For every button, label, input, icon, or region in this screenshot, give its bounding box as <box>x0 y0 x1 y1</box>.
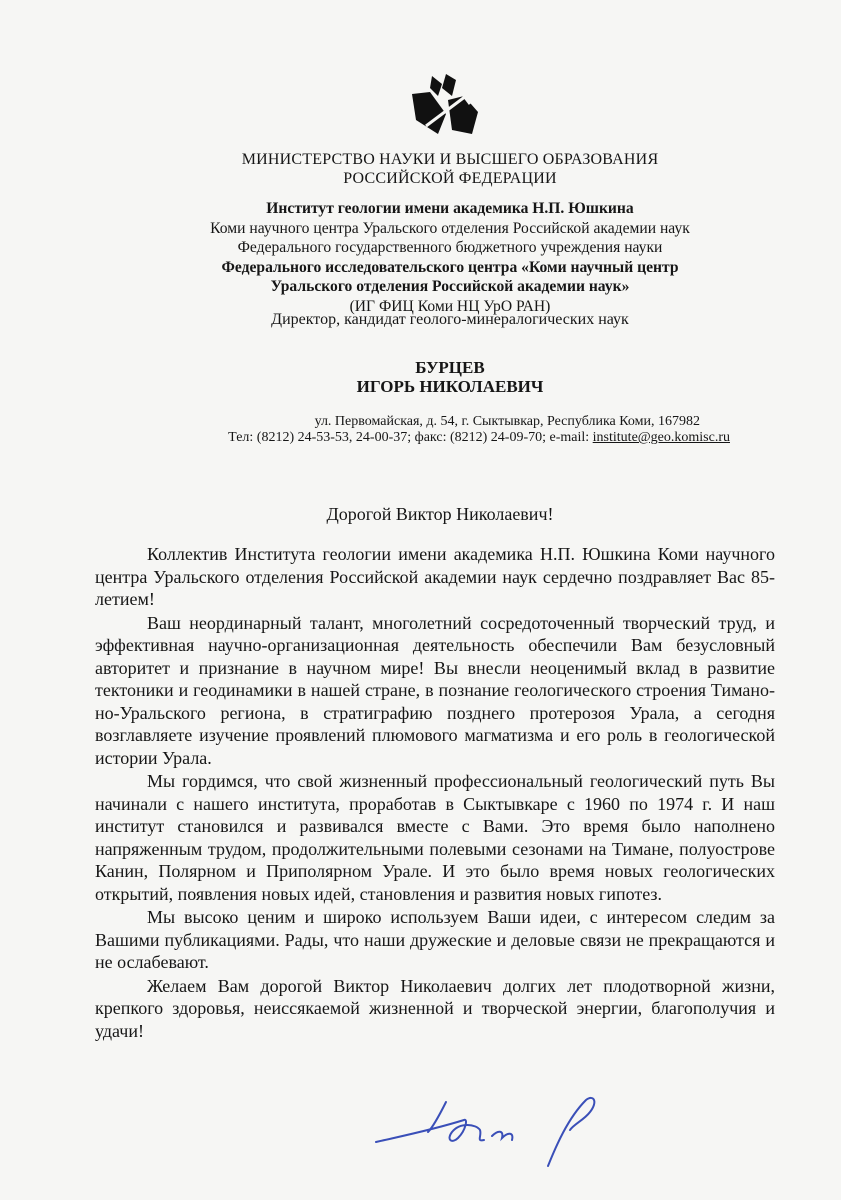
body-paragraph-1: Коллектив Института геологии имени академика Н.П. Юшкина Коми научного центра Уральского отделения Российской академии наук сердечно поздравляет Вас 85-летием! <box>95 544 775 609</box>
institute-line-2: Коми научного центра Уральского отделения Российской академии наук <box>210 219 690 237</box>
institute-abbreviation: (ИГ ФИЦ Коми НЦ УрО РАН) <box>349 297 551 315</box>
body-paragraph-5: Желаем Вам дорогой Виктор Николаевич долгих лет плодотворной жизни, крепкого здоровья, неиссякаемой жизненной и творческой энергии, благополучия и удачи! <box>95 975 775 1041</box>
institute-line-3: Федерального государственного бюджетного учреждения науки <box>237 239 663 256</box>
institute-crystal-logo <box>408 74 480 138</box>
letter-body <box>95 543 775 1042</box>
director-surname: БУРЦЕВ <box>415 358 485 377</box>
institute-line-5: Уральского отделения Российской академии наук» <box>270 278 630 295</box>
institute-name: Институт геологии имени академика Н.П. Юшкина <box>266 200 634 217</box>
institute-line-4: Федерального исследовательского центра «Коми научный центр <box>221 258 679 276</box>
body-paragraph-3: Мы гордимся, что свой жизненный профессиональный геологический путь Вы начинали с нашего института, проработав в Сыктывкаре с 1960 по 1974 г. И наш институт становился и развивался вместе с Вами. Это время было наполнено напряженным трудом, продолжительными полевыми сезонами на Тимане, полуострове Канин, Полярном и Приполярном Урале. И это было время новых геологических открытий, появления новых идей, становления и развития новых гипотез. <box>95 771 775 904</box>
handwritten-signature <box>372 1090 612 1170</box>
director-name <box>120 358 780 396</box>
postal-address: ул. Первомайская, д. 54, г. Сыктывкар, Республика Коми, 167982 <box>314 414 700 429</box>
phone-fax-line <box>170 430 730 446</box>
body-paragraph-4: Мы высоко ценим и широко используем Ваши идеи, с интересом следим за Вашими публикациями. Рады, что наши дружеские и деловые связи не прекращаются и не ослабевают. <box>95 907 775 972</box>
salutation: Дорогой Виктор Николаевич! <box>326 504 554 524</box>
ministry-line-1: МИНИСТЕРСТВО НАУКИ И ВЫСШЕГО ОБРАЗОВАНИЯ <box>241 151 659 168</box>
institute-block <box>120 199 780 316</box>
phone-fax-text: Тел: (8212) 24-53-53, 24-00-37; факс: (8212) 24-09-70; e-mail: <box>228 430 593 445</box>
contacts-block <box>170 414 730 446</box>
ministry-line-2: РОССИЙСКОЙ ФЕДЕРАЦИИ <box>343 170 557 187</box>
email-link[interactable]: institute@geo.komisc.ru <box>592 430 730 445</box>
body-paragraph-2: Ваш неординарный талант, многолетний сосредоточенный творческий труд, и эффективная научно-организационная деятельность обеспечили Вам безусловный авторитет и признание в научном мире! Вы внесли неоценимый вклад в развитие тектоники и геодинамики в нашей стране, в познание геологического строения Тимано-но-Уральского региона, в стратиграфию позднего протерозоя Урала, а сегодня возглавляете изучение проявлений плюмового магматизма и его роль в геологической истории Урала. <box>95 612 775 768</box>
ministry-heading <box>120 150 780 188</box>
director-given-names: ИГОРЬ НИКОЛАЕВИЧ <box>356 377 544 396</box>
director-title: Директор, кандидат геолого-минералогических наук <box>271 311 629 328</box>
